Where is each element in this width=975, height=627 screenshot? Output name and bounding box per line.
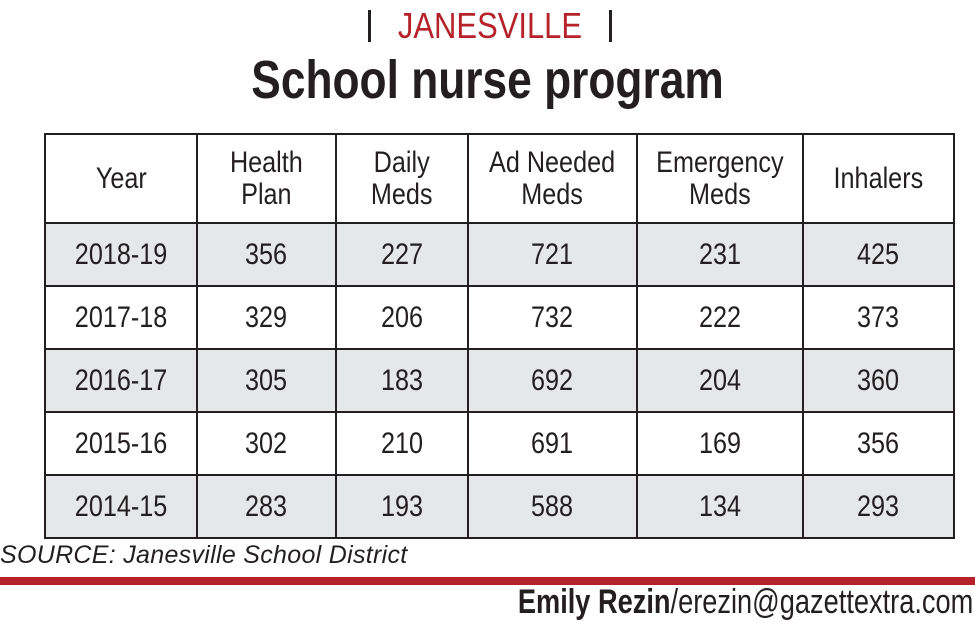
header-cell-daily-meds: Daily Meds	[336, 134, 468, 223]
kicker-left-rule	[368, 10, 371, 42]
kicker: JANESVILLE	[397, 5, 583, 46]
cell-emergency-meds: 134	[637, 475, 803, 538]
cell-inhalers: 356	[803, 412, 954, 475]
header-cell-year: Year	[45, 134, 197, 223]
cell-ad-needed-meds: 732	[468, 286, 637, 349]
header-cell-ad-needed-meds: Ad Needed Meds	[468, 134, 637, 223]
cell-inhalers: 373	[803, 286, 954, 349]
cell-year: 2017-18	[45, 286, 197, 349]
table-row	[45, 412, 954, 475]
cell-ad-needed-meds: 721	[468, 223, 637, 286]
cell-emergency-meds: 231	[637, 223, 803, 286]
cell-daily-meds: 183	[336, 349, 468, 412]
chart-title: School nurse program	[251, 50, 724, 110]
cell-inhalers: 360	[803, 349, 954, 412]
cell-year: 2014-15	[45, 475, 197, 538]
cell-health-plan: 305	[197, 349, 336, 412]
cell-emergency-meds: 222	[637, 286, 803, 349]
cell-emergency-meds: 169	[637, 412, 803, 475]
cell-year: 2016-17	[45, 349, 197, 412]
header-row	[45, 134, 954, 223]
table-row	[45, 223, 954, 286]
cell-health-plan: 329	[197, 286, 336, 349]
cell-inhalers: 425	[803, 223, 954, 286]
cell-inhalers: 293	[803, 475, 954, 538]
table-row	[45, 475, 954, 538]
cell-ad-needed-meds: 588	[468, 475, 637, 538]
cell-ad-needed-meds: 691	[468, 412, 637, 475]
data-table	[44, 133, 955, 539]
cell-health-plan: 283	[197, 475, 336, 538]
cell-daily-meds: 206	[336, 286, 468, 349]
cell-health-plan: 302	[197, 412, 336, 475]
cell-daily-meds: 210	[336, 412, 468, 475]
byline	[518, 583, 973, 622]
header-cell-inhalers: Inhalers	[803, 134, 954, 223]
header-cell-health-plan: Health Plan	[197, 134, 336, 223]
cell-ad-needed-meds: 692	[468, 349, 637, 412]
table-row	[45, 286, 954, 349]
byline-email: erezin@gazettextra.com	[677, 583, 973, 621]
cell-year: 2015-16	[45, 412, 197, 475]
kicker-right-rule	[609, 10, 612, 42]
cell-health-plan: 356	[197, 223, 336, 286]
table-row	[45, 349, 954, 412]
cell-daily-meds: 193	[336, 475, 468, 538]
byline-name: Emily Rezin	[517, 583, 671, 621]
cell-emergency-meds: 204	[637, 349, 803, 412]
header-cell-emergency-meds: Emergency Meds	[637, 134, 803, 223]
cell-daily-meds: 227	[336, 223, 468, 286]
cell-year: 2018-19	[45, 223, 197, 286]
source-note: SOURCE: Janesville School District	[0, 541, 408, 569]
byline-separator: /	[670, 583, 678, 621]
